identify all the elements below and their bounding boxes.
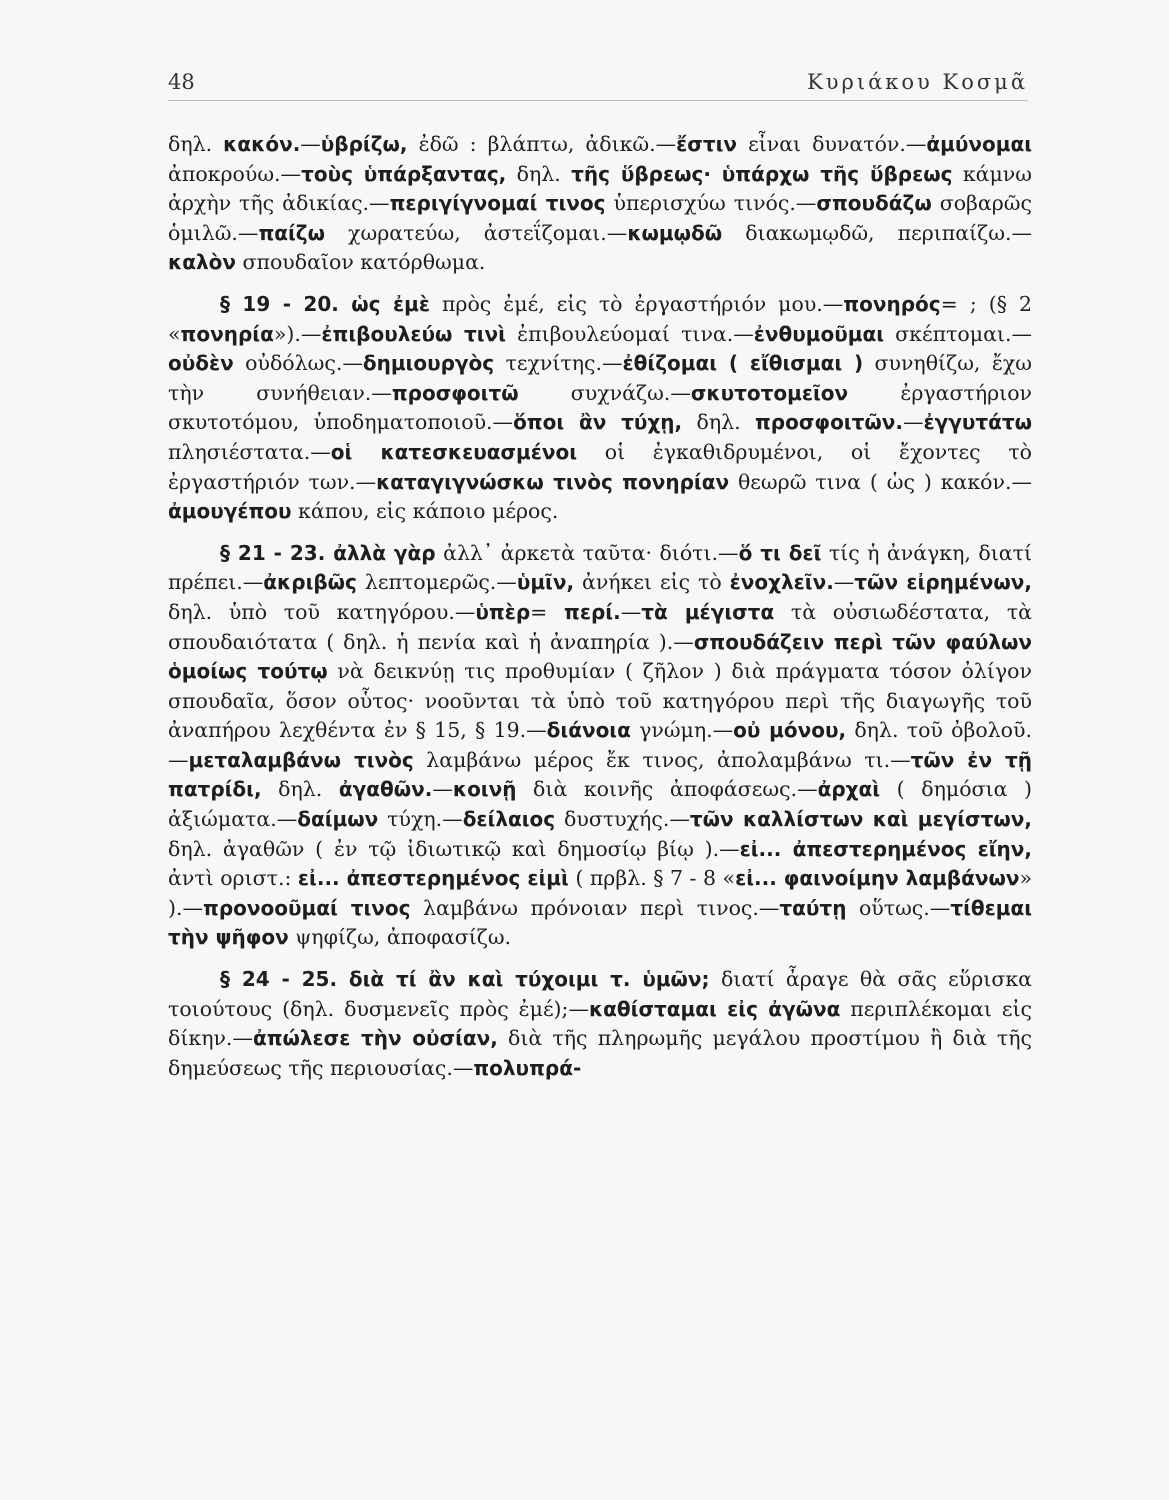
lemma: προσφοιτῶν. — [754, 410, 903, 435]
lemma: πονηρία — [180, 321, 274, 346]
lemma: ἐθίζομαι ( εἴθισμαι ) — [622, 351, 864, 376]
lemma: εἰ... ἀπεστερημένος εἴην, — [739, 836, 1032, 861]
gloss-text: διατί ἆραγε θὰ σᾶς εὕρισκα τοιούτους (δηλ. δυσμενεῖς πρὸς ἐμέ);— — [168, 967, 1032, 1021]
gloss-text: — — [432, 777, 453, 802]
gloss-text: οὐδόλως.— — [233, 351, 363, 376]
gloss-text: πλησιέστατα.— — [168, 439, 331, 464]
running-head: Κυριάκου Κοσμᾶ — [807, 70, 1028, 94]
lemma: ὅ τι δεῖ — [738, 540, 822, 565]
lemma: εἰ... ἀπεστερημένος εἰμὶ — [297, 866, 569, 891]
lemma: δείλαιος — [462, 807, 556, 832]
gloss-text: — — [902, 410, 924, 435]
lemma: οὐ μόνου, — [733, 718, 847, 743]
gloss-text: λεπτομερῶς.— — [356, 570, 517, 595]
lemma: ὑβρίζω, — [320, 132, 408, 156]
lemma: δαίμων — [297, 807, 379, 832]
gloss-text: ἀποκρούω.— — [168, 161, 302, 186]
gloss-text: πρὸς ἐμέ, εἰς τὸ ἐργαστήριόν μου.— — [429, 291, 844, 316]
lemma: οἱ κατεσκευασμένοι — [330, 439, 578, 464]
lemma: § 24 - 25. διὰ τί ἂν καὶ τύχοιμι τ. ὑμῶν; — [220, 967, 710, 992]
lemma: ἐπιβουλεύω τινὶ — [321, 321, 506, 346]
gloss-text: λαμβάνω πρόνοιαν περὶ τινος.— — [410, 895, 780, 920]
gloss-text: ἐργαστήριον σκυτοτόμου, ὑποδηματοποιοῦ.— — [168, 380, 1032, 435]
lemma: σπουδάζειν περὶ τῶν φαύλων ὁμοίως τούτῳ — [168, 629, 1032, 684]
paragraph-intro — [168, 130, 1032, 278]
page-number: 48 — [168, 70, 195, 94]
lemma: ὅποι ἂν τύχῃ, — [513, 410, 683, 435]
lemma: καταγιγνώσκω τινὸς πονηρίαν — [376, 469, 730, 494]
lemma: ἐνοχλεῖν. — [729, 570, 834, 595]
gloss-text: τύχη.— — [378, 807, 463, 832]
lemma: κακόν. — [223, 132, 301, 156]
lemma: πολυπρά- — [473, 1055, 582, 1080]
gloss-text: » ).— — [168, 866, 1033, 920]
gloss-text: τὰ οὐσιωδέστατα, τὰ σπουδαιότατα ( δηλ. ἡ πενία καὶ ἡ ἀναπηρία ).— — [168, 599, 1033, 654]
gloss-text: συχνάζω.— — [518, 380, 691, 405]
lemma: ὑμῖν, — [516, 570, 575, 595]
gloss-text: ψηφίζω, ἀποφασίζω. — [288, 925, 512, 950]
gloss-text: λαμβάνω μέρος ἔκ τινος, ἀπολαμβάνω τι.— — [413, 747, 911, 772]
gloss-text: σκέπτομαι.— — [884, 321, 1032, 346]
lemma: τῆς ὕβρεως· ὑπάρχω τῆς ὕβρεως — [571, 161, 953, 186]
lemma: ἀκριβῶς — [263, 570, 357, 595]
lemma: προνοοῦμαί τινος — [203, 895, 411, 920]
gloss-text: συνηθίζω, ἔχω τὴν συνήθειαν.— — [168, 351, 1032, 405]
gloss-text: — — [620, 599, 642, 624]
gloss-text: ( δημόσια ) ἀξιώματα.— — [168, 777, 1033, 832]
gloss-text: ἀλλ᾽ ἀρκετὰ ταῦτα· διότι.— — [435, 540, 739, 565]
lemma: τὰ μέγιστα — [641, 599, 775, 624]
gloss-text: δηλ. ὑπὸ τοῦ κατηγόρου.— — [168, 599, 476, 624]
lemma: § 19 - 20. ὡς ἐμὲ — [220, 291, 430, 316]
lemma: ταύτῃ — [779, 895, 847, 920]
lemma: ὑπὲρ — [475, 599, 531, 624]
gloss-text: — — [833, 570, 855, 595]
lemma: ἀμουγέπου — [168, 499, 292, 524]
gloss-text: σπουδαῖον κατόρθωμα. — [235, 250, 486, 275]
gloss-text: ἀντὶ οριστ.: — [168, 866, 298, 891]
gloss-text: γνώμη.— — [630, 718, 734, 743]
gloss-text: — — [300, 132, 321, 156]
gloss-text: τεχνίτης.— — [494, 351, 623, 376]
lemma: πονηρός — [843, 291, 941, 316]
gloss-text: = ; (§ 2 « — [168, 291, 1032, 346]
lemma: προσφοιτῶ — [391, 380, 519, 405]
gloss-text: »).— — [273, 321, 322, 346]
lemma: σπουδάζω — [816, 191, 932, 216]
lemma: ἀρχαὶ — [817, 777, 881, 802]
lemma: τοὺς ὑπάρξαντας, — [301, 161, 507, 186]
lemma: § 21 - 23. ἀλλὰ γὰρ — [220, 540, 436, 565]
page-header — [168, 66, 1028, 101]
gloss-text: χωρατεύω, ἀστεΐζομαι.— — [325, 220, 628, 245]
gloss-text: δυστυχής.— — [555, 807, 690, 832]
gloss-text: οὕτως.— — [846, 895, 951, 920]
gloss-text: οἱ ἐγκαθιδρυμένοι, οἱ ἔχοντες τὸ ἐργαστήριόν των.— — [168, 439, 1033, 494]
gloss-text: σοβαρῶς ὁμιλῶ.— — [168, 191, 1033, 245]
lemma: σκυτοτομεῖον — [690, 380, 849, 405]
lemma: μεταλαμβάνω τινὸς — [188, 747, 414, 772]
lemma: τίθεμαι τὴν ψῆφον — [168, 895, 1032, 950]
gloss-text: τίς ἡ ἀνάγκη, διατί πρέπει.— — [168, 540, 1032, 595]
gloss-text: δηλ. ἀγαθῶν ( ἐν τῷ ἰδιωτικῷ καὶ δημοσίῳ βίῳ ).— — [168, 836, 740, 861]
gloss-text: θεωρῶ τινα ( ὡς ) κακόν.— — [729, 469, 1032, 494]
lemma: περιγίγνομαί τινος — [389, 191, 606, 216]
gloss-text: δηλ. — [168, 132, 224, 156]
gloss-text: ἐπιβουλεύομαί τινα.— — [505, 321, 754, 346]
gloss-text: δηλ. — [682, 410, 755, 435]
paragraph-section-19-20 — [168, 290, 1032, 527]
lemma: ἔστιν — [676, 132, 738, 156]
gloss-text: ( πρβλ. § 7 - 8 « — [568, 866, 736, 891]
gloss-text: ἀνήκει εἰς τὸ — [574, 570, 730, 595]
lemma: τῶν ἐν τῇ πατρίδι, — [168, 747, 1033, 802]
gloss-text: κάπου, εἰς κάποιο μέρος. — [291, 499, 559, 524]
gloss-text: περιπλέκομαι εἰς δίκην.— — [168, 996, 1032, 1051]
gloss-text: δηλ. — [261, 777, 339, 802]
lemma: τῶν καλλίστων καὶ μεγίστων, — [689, 807, 1032, 832]
gloss-text: νὰ δεικνύῃ τις προθυμίαν ( ζῆλον ) διὰ πράγματα τόσον ὀλίγον σπουδαῖα, ὅσον οὗτος· νοοῦνται τὰ ὑπὸ τοῦ κατηγόρου περὶ τῆς διαγωγῆς τοῦ ἀναπήρου λεχθέντα ἐν § 15, § 19.— — [168, 659, 1032, 743]
gloss-text: διὰ κοινῆς ἀποφάσεως.— — [516, 777, 818, 802]
paragraph-section-21-23 — [168, 539, 1032, 953]
lemma: καθίσταμαι εἰς ἀγῶνα — [588, 996, 841, 1021]
lemma: καλὸν — [168, 250, 236, 275]
gloss-text: ὑπερισχύω τινός.— — [605, 191, 817, 216]
gloss-text: δηλ. — [506, 161, 572, 186]
commentary-text — [168, 130, 1032, 1083]
lemma: οὐδὲν — [168, 351, 234, 376]
gloss-text: ἐδῶ : βλάπτω, ἀδικῶ.— — [407, 132, 677, 156]
lemma: ἀπώλεσε τὴν οὐσίαν, — [252, 1026, 498, 1051]
gloss-text: διὰ τῆς πληρωμῆς μεγάλου προστίμου ἢ διὰ τῆς δημεύσεως τῆς περιουσίας.— — [168, 1026, 1032, 1080]
gloss-text: = — [530, 599, 565, 624]
lemma: περί. — [564, 599, 621, 624]
lemma: ἐγγυτάτω — [923, 410, 1033, 435]
lemma: ἐνθυμοῦμαι — [753, 321, 885, 346]
lemma: εἰ... φαινοίμην λαμβάνων — [735, 866, 1020, 891]
gloss-text: δηλ. τοῦ ὀβολοῦ.— — [168, 718, 1032, 772]
lemma: διάνοια — [546, 718, 631, 743]
lemma: ἀγαθῶν. — [338, 777, 433, 802]
lemma: δημιουργὸς — [362, 351, 495, 376]
lemma: κοινῇ — [452, 777, 517, 802]
lemma: παίζω — [258, 220, 325, 245]
gloss-text: διακωμῳδῶ, περιπαίζω.— — [722, 220, 1032, 245]
lemma: τῶν εἰρημένων, — [854, 570, 1032, 595]
lemma: ἀμύνομαι — [926, 132, 1032, 156]
gloss-text: κάμνω ἀρχὴν τῆς ἀδικίας.— — [168, 161, 1032, 216]
gloss-text: εἶναι δυνατόν.— — [737, 132, 927, 156]
lemma: κωμῳδῶ — [627, 220, 723, 245]
paragraph-section-24-25 — [168, 965, 1032, 1083]
